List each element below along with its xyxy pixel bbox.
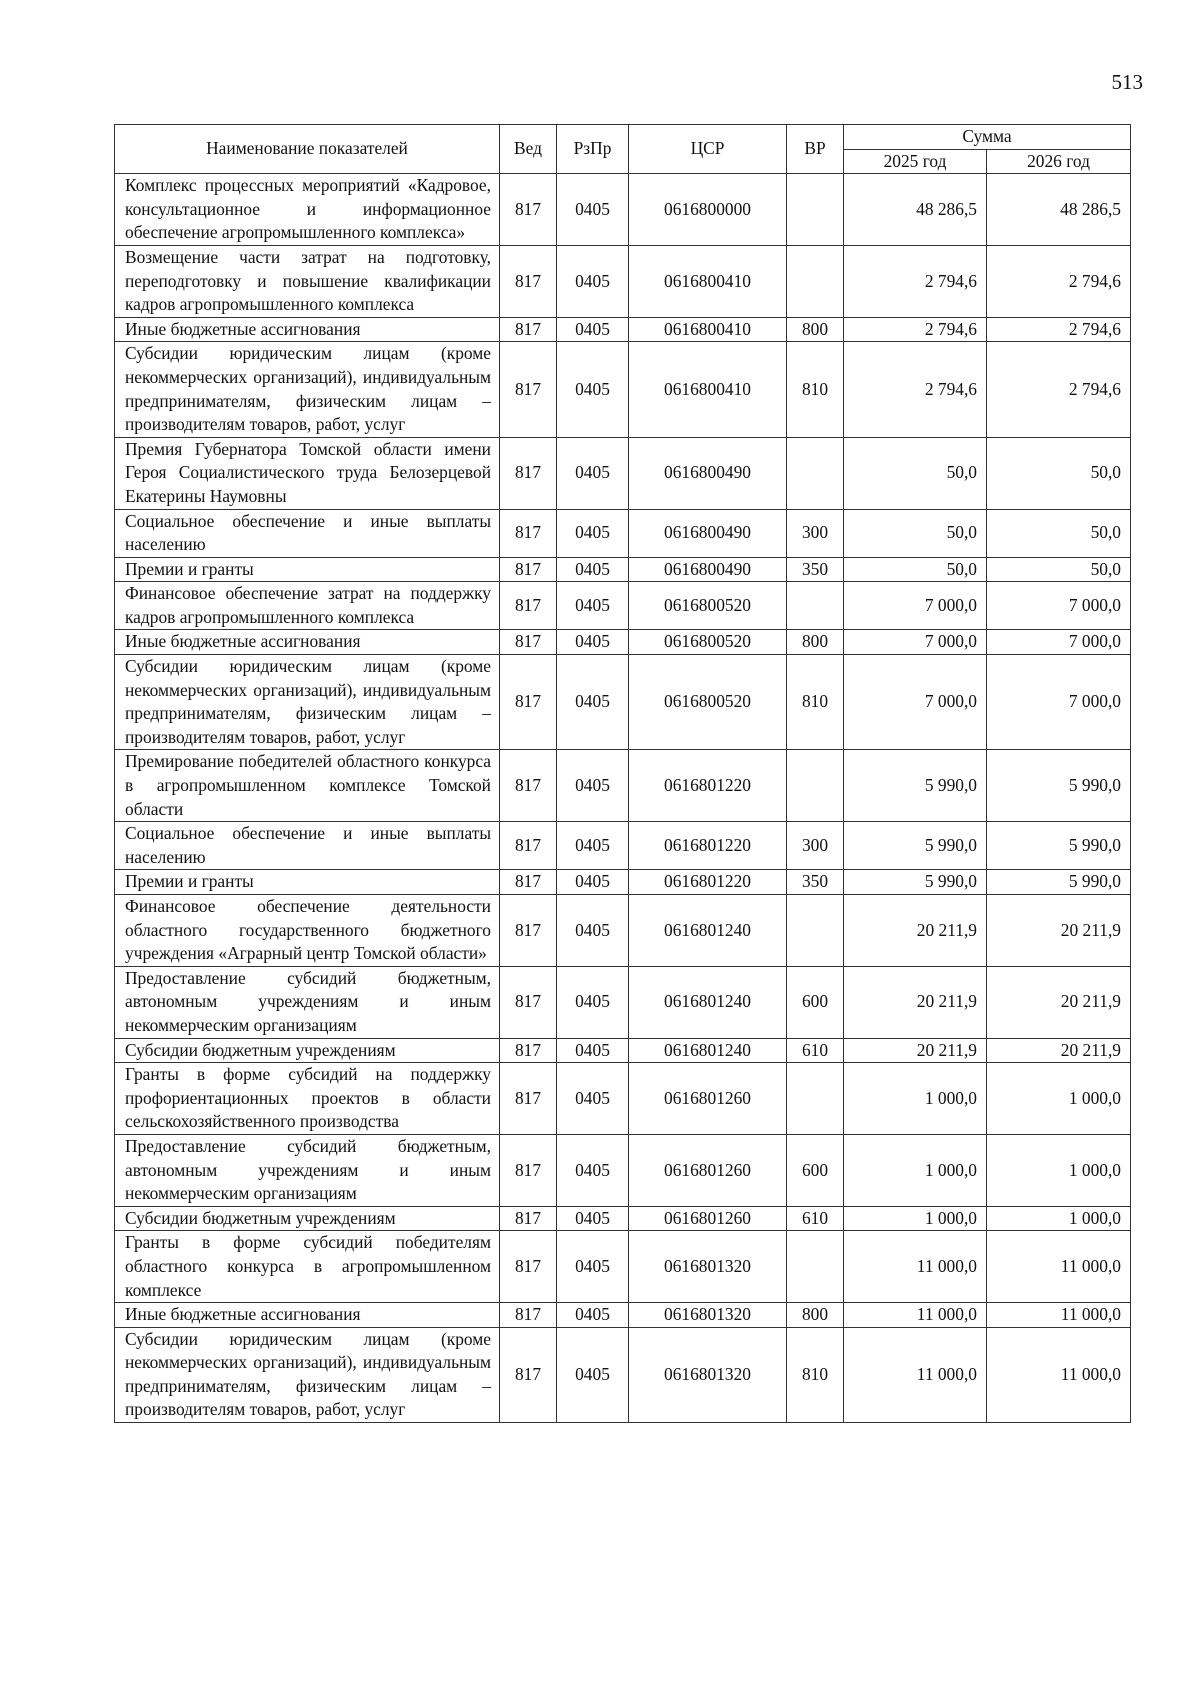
cell-rzpr: 0405: [557, 245, 629, 317]
cell-rzpr: 0405: [557, 582, 629, 630]
table-row: [115, 870, 1131, 895]
cell-vr: 600: [787, 1134, 844, 1206]
cell-vr: 600: [787, 966, 844, 1038]
cell-amount-2026: 2 794,6: [987, 317, 1131, 342]
cell-ved: 817: [500, 509, 557, 557]
page-number: 513: [1111, 70, 1143, 94]
cell-vr: 610: [787, 1038, 844, 1063]
cell-amount-2026: 11 000,0: [987, 1303, 1131, 1328]
cell-rzpr: 0405: [557, 1134, 629, 1206]
cell-amount-2025: 5 990,0: [844, 870, 987, 895]
cell-rzpr: 0405: [557, 1303, 629, 1328]
cell-ved: 817: [500, 437, 557, 509]
cell-amount-2025: 11 000,0: [844, 1231, 987, 1303]
table-row: [115, 437, 1131, 509]
table-row: [115, 822, 1131, 870]
header-ved: Вед: [500, 125, 557, 174]
cell-ved: 817: [500, 582, 557, 630]
cell-ved: 817: [500, 895, 557, 967]
header-vr: ВР: [787, 125, 844, 174]
cell-vr: 800: [787, 1303, 844, 1328]
cell-amount-2025: 11 000,0: [844, 1303, 987, 1328]
cell-name: Премии и гранты: [115, 870, 500, 895]
header-year-2025: 2025 год: [844, 149, 987, 174]
table-row: [115, 174, 1131, 246]
cell-amount-2025: 11 000,0: [844, 1327, 987, 1422]
cell-amount-2026: 20 211,9: [987, 895, 1131, 967]
cell-amount-2025: 7 000,0: [844, 630, 987, 655]
cell-name: Финансовое обеспечение затрат на поддержку кадров агропромышленного комплекса: [115, 582, 500, 630]
cell-vr: 810: [787, 1327, 844, 1422]
cell-amount-2026: 1 000,0: [987, 1063, 1131, 1135]
cell-ved: 817: [500, 870, 557, 895]
cell-ved: 817: [500, 1038, 557, 1063]
cell-ved: 817: [500, 750, 557, 822]
table-row: [115, 245, 1131, 317]
cell-amount-2026: 50,0: [987, 437, 1131, 509]
cell-name: Субсидии юридическим лицам (кроме некоммерческих организаций), индивидуальным предпринимателям, физическим лицам – производителям товаров, работ, услуг: [115, 342, 500, 437]
cell-csr: 0616800490: [629, 437, 787, 509]
cell-ved: 817: [500, 1327, 557, 1422]
cell-amount-2025: 7 000,0: [844, 655, 987, 750]
cell-ved: 817: [500, 245, 557, 317]
cell-vr: [787, 437, 844, 509]
cell-rzpr: 0405: [557, 557, 629, 582]
table-row: [115, 582, 1131, 630]
cell-rzpr: 0405: [557, 342, 629, 437]
cell-vr: [787, 1231, 844, 1303]
cell-vr: 800: [787, 317, 844, 342]
cell-amount-2026: 7 000,0: [987, 630, 1131, 655]
cell-rzpr: 0405: [557, 1063, 629, 1135]
table-row: [115, 1206, 1131, 1231]
cell-name: Гранты в форме субсидий на поддержку профориентационных проектов в области сельскохозяйственного производства: [115, 1063, 500, 1135]
cell-name: Гранты в форме субсидий победителям областного конкурса в агропромышленном комплексе: [115, 1231, 500, 1303]
cell-name: Иные бюджетные ассигнования: [115, 1303, 500, 1328]
cell-vr: [787, 1063, 844, 1135]
cell-csr: 0616801240: [629, 895, 787, 967]
cell-vr: [787, 582, 844, 630]
table-row: [115, 630, 1131, 655]
cell-csr: 0616801240: [629, 966, 787, 1038]
cell-csr: 0616801240: [629, 1038, 787, 1063]
header-rzpr: РзПр: [557, 125, 629, 174]
cell-amount-2026: 2 794,6: [987, 245, 1131, 317]
cell-ved: 817: [500, 655, 557, 750]
cell-rzpr: 0405: [557, 822, 629, 870]
cell-vr: 610: [787, 1206, 844, 1231]
cell-name: Социальное обеспечение и иные выплаты населению: [115, 822, 500, 870]
cell-amount-2025: 20 211,9: [844, 966, 987, 1038]
cell-rzpr: 0405: [557, 317, 629, 342]
cell-amount-2025: 2 794,6: [844, 245, 987, 317]
cell-rzpr: 0405: [557, 1231, 629, 1303]
cell-csr: 0616801260: [629, 1134, 787, 1206]
cell-name: Премирование победителей областного конкурса в агропромышленном комплексе Томской области: [115, 750, 500, 822]
cell-csr: 0616800410: [629, 342, 787, 437]
cell-amount-2025: 50,0: [844, 557, 987, 582]
cell-vr: [787, 245, 844, 317]
cell-rzpr: 0405: [557, 1038, 629, 1063]
cell-ved: 817: [500, 317, 557, 342]
cell-vr: [787, 895, 844, 967]
cell-csr: 0616800410: [629, 317, 787, 342]
table-body: [115, 174, 1131, 1423]
table-row: [115, 1231, 1131, 1303]
cell-ved: 817: [500, 557, 557, 582]
table-row: [115, 895, 1131, 967]
cell-amount-2025: 5 990,0: [844, 822, 987, 870]
cell-amount-2026: 7 000,0: [987, 655, 1131, 750]
cell-rzpr: 0405: [557, 1327, 629, 1422]
cell-amount-2026: 20 211,9: [987, 966, 1131, 1038]
cell-vr: [787, 750, 844, 822]
header-year-2026: 2026 год: [987, 149, 1131, 174]
cell-rzpr: 0405: [557, 509, 629, 557]
cell-csr: 0616801220: [629, 870, 787, 895]
cell-vr: 810: [787, 342, 844, 437]
cell-csr: 0616801220: [629, 750, 787, 822]
cell-rzpr: 0405: [557, 630, 629, 655]
cell-csr: 0616801220: [629, 822, 787, 870]
cell-csr: 0616800490: [629, 557, 787, 582]
cell-ved: 817: [500, 1206, 557, 1231]
cell-ved: 817: [500, 1134, 557, 1206]
cell-name: Субсидии бюджетным учреждениям: [115, 1206, 500, 1231]
cell-csr: 0616801320: [629, 1231, 787, 1303]
table-row: [115, 1327, 1131, 1422]
cell-rzpr: 0405: [557, 966, 629, 1038]
cell-rzpr: 0405: [557, 174, 629, 246]
cell-ved: 817: [500, 342, 557, 437]
header-csr: ЦСР: [629, 125, 787, 174]
cell-name: Премия Губернатора Томской области имени Героя Социалистического труда Белозерцевой Екатерины Наумовны: [115, 437, 500, 509]
cell-vr: 300: [787, 509, 844, 557]
cell-csr: 0616800410: [629, 245, 787, 317]
cell-name: Иные бюджетные ассигнования: [115, 630, 500, 655]
cell-ved: 817: [500, 1063, 557, 1135]
cell-amount-2025: 2 794,6: [844, 342, 987, 437]
cell-vr: 800: [787, 630, 844, 655]
cell-rzpr: 0405: [557, 750, 629, 822]
cell-vr: [787, 174, 844, 246]
cell-amount-2026: 7 000,0: [987, 582, 1131, 630]
cell-name: Предоставление субсидий бюджетным, автономным учреждениям и иным некоммерческим организациям: [115, 1134, 500, 1206]
table-row: [115, 655, 1131, 750]
cell-csr: 0616800490: [629, 509, 787, 557]
cell-amount-2025: 1 000,0: [844, 1063, 987, 1135]
cell-csr: 0616801260: [629, 1206, 787, 1231]
table-row: [115, 1063, 1131, 1135]
cell-vr: 300: [787, 822, 844, 870]
budget-table: [114, 124, 1131, 1423]
cell-vr: 350: [787, 557, 844, 582]
cell-rzpr: 0405: [557, 655, 629, 750]
cell-name: Предоставление субсидий бюджетным, автономным учреждениям и иным некоммерческим организациям: [115, 966, 500, 1038]
table-row: [115, 509, 1131, 557]
cell-csr: 0616800520: [629, 582, 787, 630]
cell-amount-2025: 1 000,0: [844, 1206, 987, 1231]
cell-csr: 0616800000: [629, 174, 787, 246]
cell-amount-2026: 20 211,9: [987, 1038, 1131, 1063]
table-row: [115, 342, 1131, 437]
cell-vr: 810: [787, 655, 844, 750]
cell-name: Комплекс процессных мероприятий «Кадровое, консультационное и информационное обеспечение агропромышленного комплекса»: [115, 174, 500, 246]
cell-name: Социальное обеспечение и иные выплаты населению: [115, 509, 500, 557]
cell-amount-2026: 5 990,0: [987, 750, 1131, 822]
cell-csr: 0616801320: [629, 1303, 787, 1328]
cell-name: Премии и гранты: [115, 557, 500, 582]
cell-amount-2026: 11 000,0: [987, 1231, 1131, 1303]
cell-amount-2026: 48 286,5: [987, 174, 1131, 246]
cell-amount-2025: 50,0: [844, 437, 987, 509]
table-row: [115, 750, 1131, 822]
cell-amount-2025: 7 000,0: [844, 582, 987, 630]
cell-name: Возмещение части затрат на подготовку, переподготовку и повышение квалификации кадров агропромышленного комплекса: [115, 245, 500, 317]
cell-amount-2026: 50,0: [987, 557, 1131, 582]
cell-ved: 817: [500, 1303, 557, 1328]
cell-amount-2025: 1 000,0: [844, 1134, 987, 1206]
cell-rzpr: 0405: [557, 870, 629, 895]
table-row: [115, 317, 1131, 342]
cell-name: Субсидии юридическим лицам (кроме некоммерческих организаций), индивидуальным предпринимателям, физическим лицам – производителям товаров, работ, услуг: [115, 655, 500, 750]
cell-amount-2026: 1 000,0: [987, 1134, 1131, 1206]
cell-amount-2026: 50,0: [987, 509, 1131, 557]
cell-name: Субсидии юридическим лицам (кроме некоммерческих организаций), индивидуальным предпринимателям, физическим лицам – производителям товаров, работ, услуг: [115, 1327, 500, 1422]
cell-amount-2025: 2 794,6: [844, 317, 987, 342]
table-row: [115, 966, 1131, 1038]
cell-name: Финансовое обеспечение деятельности областного государственного бюджетного учреждения «Аграрный центр Томской области»: [115, 895, 500, 967]
cell-rzpr: 0405: [557, 1206, 629, 1231]
cell-name: Иные бюджетные ассигнования: [115, 317, 500, 342]
cell-amount-2025: 20 211,9: [844, 895, 987, 967]
cell-amount-2025: 20 211,9: [844, 1038, 987, 1063]
cell-amount-2026: 1 000,0: [987, 1206, 1131, 1231]
cell-csr: 0616801320: [629, 1327, 787, 1422]
cell-csr: 0616800520: [629, 655, 787, 750]
cell-amount-2025: 5 990,0: [844, 750, 987, 822]
header-sum: Сумма: [844, 125, 1131, 150]
cell-ved: 817: [500, 174, 557, 246]
cell-ved: 817: [500, 822, 557, 870]
cell-csr: 0616800520: [629, 630, 787, 655]
cell-ved: 817: [500, 966, 557, 1038]
cell-ved: 817: [500, 630, 557, 655]
cell-amount-2025: 48 286,5: [844, 174, 987, 246]
cell-rzpr: 0405: [557, 895, 629, 967]
table-row: [115, 1134, 1131, 1206]
cell-ved: 817: [500, 1231, 557, 1303]
cell-amount-2026: 5 990,0: [987, 822, 1131, 870]
cell-csr: 0616801260: [629, 1063, 787, 1135]
cell-name: Субсидии бюджетным учреждениям: [115, 1038, 500, 1063]
header-name: Наименование показателей: [115, 125, 500, 174]
cell-amount-2025: 50,0: [844, 509, 987, 557]
table-header: [115, 125, 1131, 174]
table-row: [115, 1303, 1131, 1328]
cell-amount-2026: 2 794,6: [987, 342, 1131, 437]
cell-vr: 350: [787, 870, 844, 895]
cell-amount-2026: 5 990,0: [987, 870, 1131, 895]
cell-rzpr: 0405: [557, 437, 629, 509]
table-row: [115, 1038, 1131, 1063]
table-row: [115, 557, 1131, 582]
cell-amount-2026: 11 000,0: [987, 1327, 1131, 1422]
